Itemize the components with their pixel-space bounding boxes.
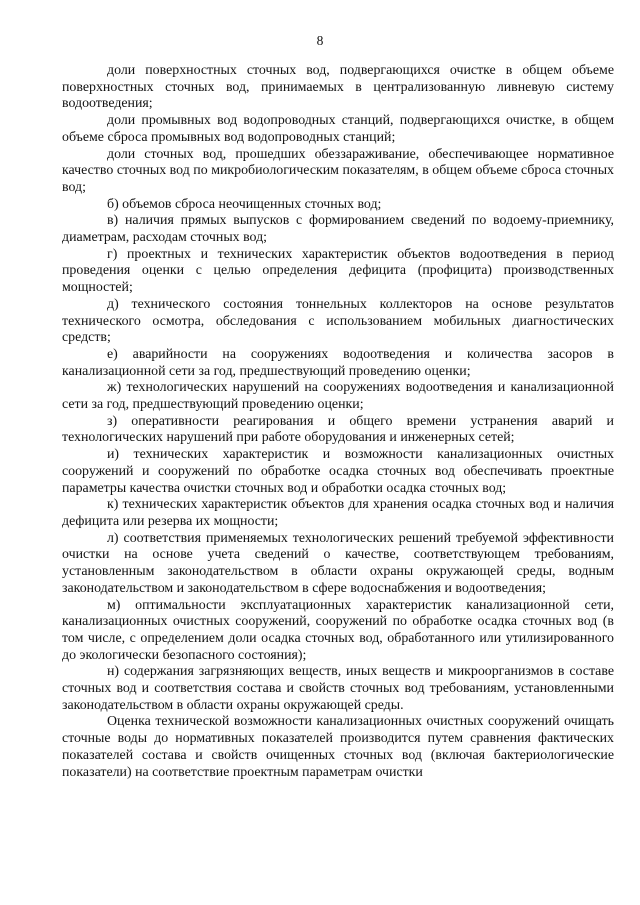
paragraph-item-z: з) оперативности реагирования и общего времени устранения аварий и технологических нарушений при работе оборудования и инженерных сетей; (62, 413, 614, 446)
paragraph-item-n: н) содержания загрязняющих веществ, иных веществ и микроорганизмов в составе сточных вод и соответствия состава и свойств сточных вод требованиям, установленными законодательством в области охраны окружающей среды. (62, 664, 614, 713)
paragraph-item-b: б) объемов сброса неочищенных сточных вод; (107, 196, 382, 212)
document-body (62, 63, 614, 781)
paragraph-item-l: л) соответствия применяемых технологических решений требуемой эффективности очистки на основе учета сведений о качестве, соответствующем требованиям, установленным законодательством в области охраны окружающей среды, водным законодательством и законодательством в сфере водоснабжения и водоотведения; (62, 530, 614, 596)
paragraph-assessment: Оценка технической возможности канализационных очистных сооружений очищать сточные воды до нормативных показателей производится путем сравнения фактических показателей состава и свойств очищенных сточных вод (включая бактериологические показатели) на соответствие проектным параметрам очистки (62, 714, 614, 780)
paragraph-item-e: е) аварийности на сооружениях водоотведения и количества засоров в канализационной сети за год, предшествующий проведению оценки; (62, 346, 614, 379)
paragraph-item-i: и) технических характеристик и возможности канализационных очистных сооружений и сооружений по обработке осадка сточных вод обеспечивать проектные параметры качества очистки сточных вод и обработки осадка сточных вод; (62, 447, 614, 496)
paragraph-item-g: г) проектных и технических характеристик объектов водоотведения в период проведения оценки с целью определения дефицита (профицита) производственных мощностей; (62, 246, 614, 296)
paragraph-item-d: д) технического состояния тоннельных коллекторов на основе результатов технического осмотра, обследования с использованием мобильных диагностических средств; (62, 296, 614, 346)
page-number: 8 (316, 33, 324, 48)
paragraph-item-zh: ж) технологических нарушений на сооружениях водоотведения и канализационной сети за год, предшествующий проведению оценки; (62, 380, 614, 413)
paragraph-wash-water-share: доли промывных вод водопроводных станций, подвергающихся очистке, в общем объеме сброса промывных вод водопроводных станций; (62, 113, 614, 145)
paragraph-item-k: к) технических характеристик объектов для хранения осадка сточных вод и наличия дефицита или резерва их мощности; (62, 497, 614, 529)
paragraph-disinfected-share: доли сточных вод, прошедших обеззараживание, обеспечивающее нормативное качество сточных вод по микробиологическим показателям, в общем объеме сброса сточных вод; (62, 146, 614, 195)
paragraph-surface-water-share: доли поверхностных сточных вод, подвергающихся очистке в общем объеме поверхностных сточных вод, принимаемых в централизованную ливневую систему водоотведения; (62, 63, 614, 112)
paragraph-item-v: в) наличия прямых выпусков с формированием сведений по водоему-приемнику, диаметрам, расходам сточных вод; (62, 213, 614, 246)
paragraph-item-m: м) оптимальности эксплуатационных характеристик канализационной сети, канализационных очистных сооружений, сооружений по обработке осадка сточных вод (в том числе, с определением доли осадка сточных вод, обработанного или утилизированного до экологически безопасного состояния); (62, 597, 614, 663)
